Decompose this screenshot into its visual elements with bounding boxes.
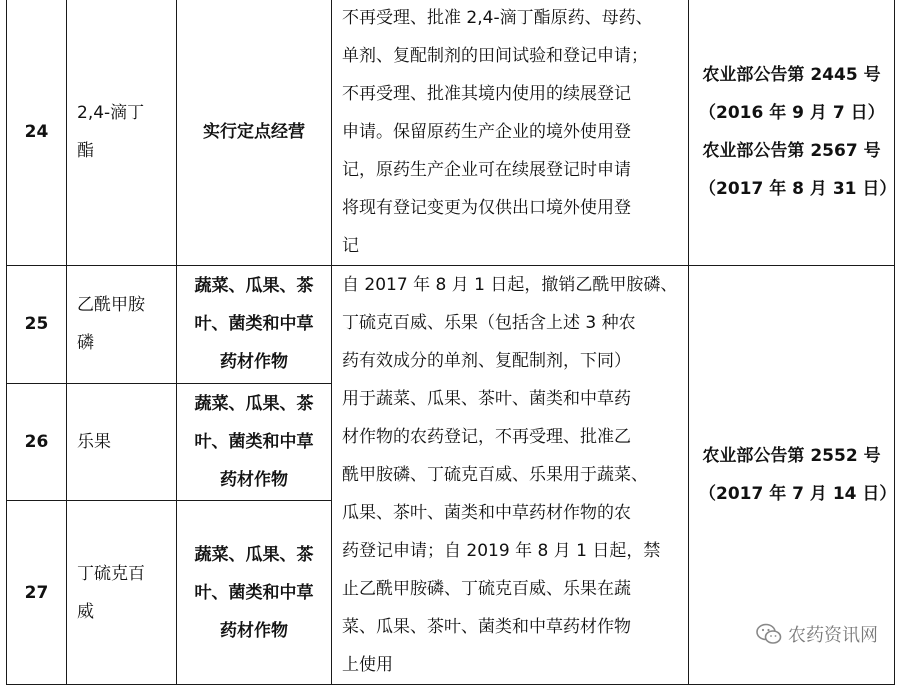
watermark: [756, 621, 878, 647]
row-number: 27: [7, 501, 67, 685]
management-measures: 不再受理、批准 2,4-滴丁酯原药、母药、 单剂、复配制剂的田间试验和登记申请； 不再受理、批准其境内使用的续展登记 申请。保留原药生产企业的境外使用登 记，原药生产企业可在续展登记时申请 将现有登记变更为仅供出口境外使用登 记: [332, 0, 689, 266]
restricted-scope: 蔬菜、瓜果、茶 叶、菌类和中草 药材作物: [177, 383, 332, 501]
announcement-reference: 农业部公告第 2552 号 （2017 年 7 月 14 日）: [689, 266, 895, 685]
row-number: 26: [7, 383, 67, 501]
announcement-reference: 农业部公告第 2445 号 （2016 年 9 月 7 日） 农业部公告第 2567 号 （2017 年 8 月 31 日）: [689, 0, 895, 266]
pesticide-name: 乙酰甲胺 磷: [67, 266, 177, 384]
pesticide-name: 丁硫克百 威: [67, 501, 177, 685]
table-row: [7, 266, 895, 384]
pesticide-restriction-table: [6, 0, 895, 685]
restricted-scope: 蔬菜、瓜果、茶 叶、菌类和中草 药材作物: [177, 266, 332, 384]
restricted-scope: 实行定点经营: [177, 0, 332, 266]
row-number: 24: [7, 0, 67, 266]
pesticide-name: 乐果: [67, 383, 177, 501]
row-number: 25: [7, 266, 67, 384]
table-row: [7, 0, 895, 266]
restricted-scope: 蔬菜、瓜果、茶 叶、菌类和中草 药材作物: [177, 501, 332, 685]
management-measures: 自 2017 年 8 月 1 日起，撤销乙酰甲胺磷、 丁硫克百威、乐果（包括含上述 3 种农 药有效成分的单剂、复配制剂，下同） 用于蔬菜、瓜果、茶叶、菌类和中草药 材作物的农药登记，不再受理、批准乙 酰甲胺磷、丁硫克百威、乐果用于蔬菜、 瓜果、茶叶、菌类和中草药材作物的农 药登记申请；自 2019 年 8 月 1 日起，禁 止乙酰甲胺磷、丁硫克百威、乐果在蔬 菜、瓜果、茶叶、菌类和中草药材作物 上使用: [332, 266, 689, 685]
watermark-text: 农药资讯网: [788, 625, 878, 646]
pesticide-name: 2,4-滴丁 酯: [67, 0, 177, 266]
wechat-icon: [756, 623, 782, 645]
